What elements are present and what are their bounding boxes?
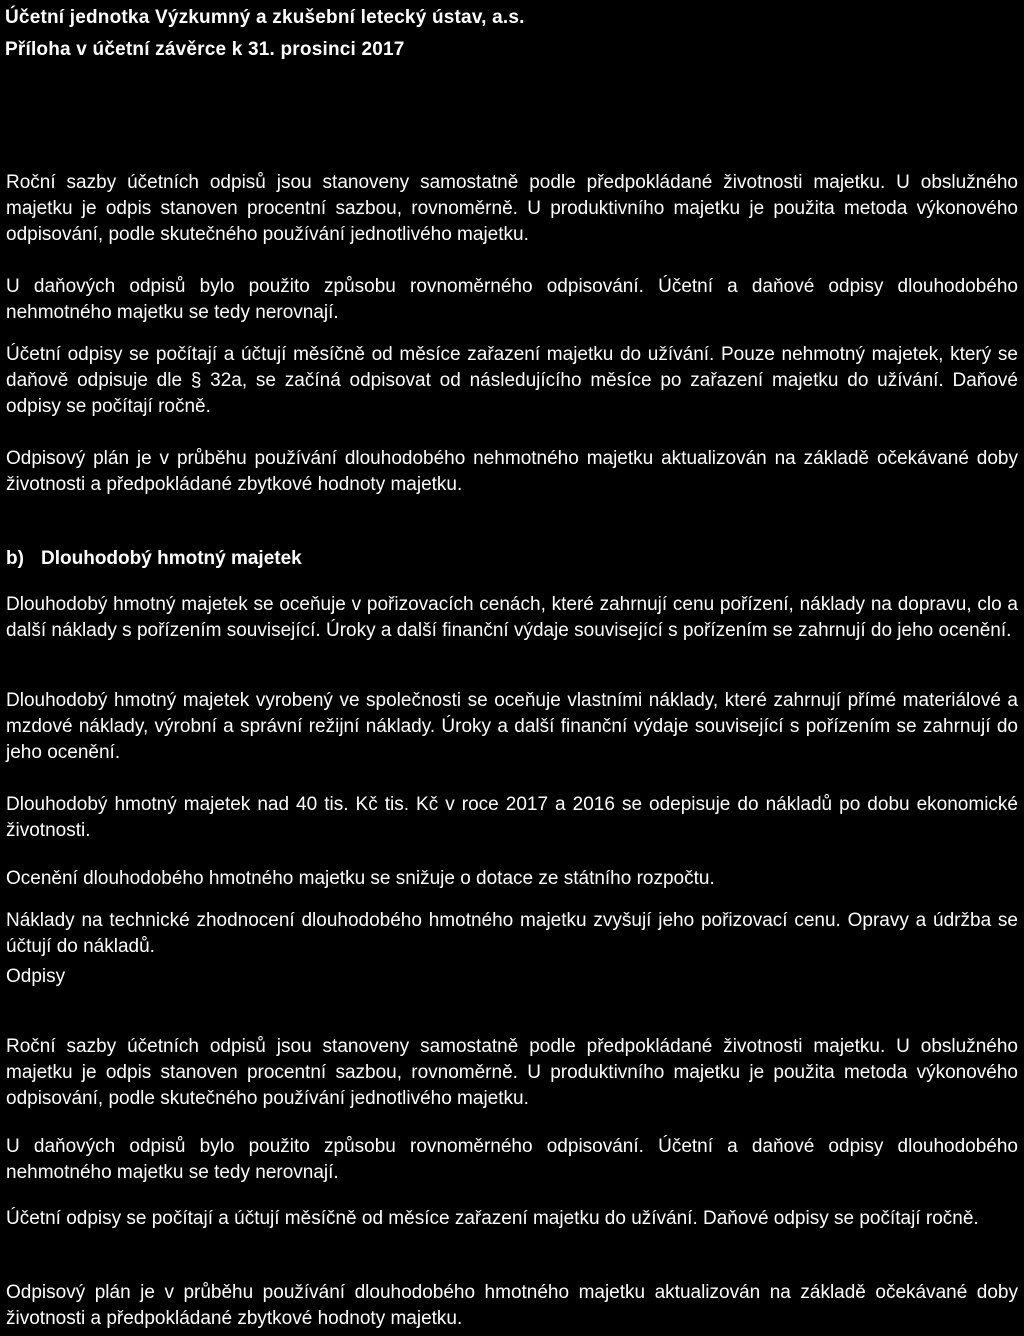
document-subtitle: Příloha v účetní závěrce k 31. prosinci 2017 — [5, 39, 405, 60]
tangible-paragraph-own-production: Dlouhodobý hmotný majetek vyrobený ve společnosti se oceňuje vlastními náklady, které zahrnují přímé materiálové a mzdové náklady, výrobní a správní režijní náklady. Úroky a další finanční výdaje související s pořízením se zahrnují do jeho ocenění. — [6, 690, 1018, 763]
section-heading-b — [6, 546, 302, 572]
tangible-paragraph-valuation: Dlouhodobý hmotný majetek se oceňuje v pořizovacích cenách, které zahrnují cenu pořízení, náklady na dopravu, clo a další náklady s pořízením související. Úroky a další finanční výdaje související s pořízením se zahrnují do jeho ocenění. — [6, 594, 1018, 641]
odpisy-label: Odpisy — [6, 966, 66, 987]
tangible-paragraph-tax: U daňových odpisů bylo použito způsobu rovnoměrného odpisování. Účetní a daňové odpisy dlouhodobého nehmotného majetku se tedy nerovnají. — [6, 1136, 1018, 1183]
section-number: b) — [6, 548, 24, 569]
document-header — [5, 2, 1015, 66]
tangible-paragraph-rates: Roční sazby účetních odpisů jsou stanoveny samostatně podle předpokládané životnosti majetku. U obslužného majetku je odpis stanoven procentní sazbou, rovnoměrně. U produktivního majetku je použita metoda výkonového odpisování, podle skutečného používání jednotlivého majetku. — [6, 1036, 1018, 1109]
entity-name: Účetní jednotka Výzkumný a zkušební letecký ústav, a.s. — [5, 7, 525, 28]
tangible-paragraph-plan: Odpisový plán je v průběhu používání dlouhodobého hmotného majetku aktualizován na základě očekávané doby životnosti a předpokládané zbytkové hodnoty majetku. — [6, 1282, 1018, 1329]
tangible-paragraph-monthly: Účetní odpisy se počítají a účtují měsíčně od měsíce zařazení majetku do užívání. Daňové odpisy se počítají ročně. — [6, 1208, 979, 1229]
tangible-paragraph-improvement: Náklady na technické zhodnocení dlouhodobého hmotného majetku zvyšují jeho pořizovací cenu. Opravy a údržba se účtují do nákladů. — [6, 910, 1018, 957]
intangible-paragraph-plan: Odpisový plán je v průběhu používání dlouhodobého nehmotného majetku aktualizován na základě očekávané doby životnosti a předpokládané zbytkové hodnoty majetku. — [6, 448, 1018, 495]
intangible-paragraph-monthly: Účetní odpisy se počítají a účtují měsíčně od měsíce zařazení majetku do užívání. Pouze nehmotný majetek, který se daňově odpisuje dle § 32a, se začíná odpisovat od následujícího měsíce po zařazení majetku do užívání. Daňové odpisy se počítají ročně. — [6, 344, 1018, 417]
intangible-paragraph-rates: Roční sazby účetních odpisů jsou stanoveny samostatně podle předpokládané životnosti majetku. U obslužného majetku je odpis stanoven procentní sazbou, rovnoměrně. U produktivního majetku je použita metoda výkonového odpisování, podle skutečného používání jednotlivého majetku. — [6, 172, 1018, 245]
tangible-paragraph-threshold: Dlouhodobý hmotný majetek nad 40 tis. Kč tis. Kč v roce 2017 a 2016 se odepisuje do nákladů po dobu ekonomické životnosti. — [6, 794, 1018, 841]
section-title: Dlouhodobý hmotný majetek — [41, 548, 302, 569]
tangible-paragraph-subsidy: Ocenění dlouhodobého hmotného majetku se snižuje o dotace ze státního rozpočtu. — [6, 868, 715, 889]
intangible-paragraph-tax: U daňových odpisů bylo použito způsobu rovnoměrného odpisování. Účetní a daňové odpisy dlouhodobého nehmotného majetku se tedy nerovnají. — [6, 276, 1018, 323]
